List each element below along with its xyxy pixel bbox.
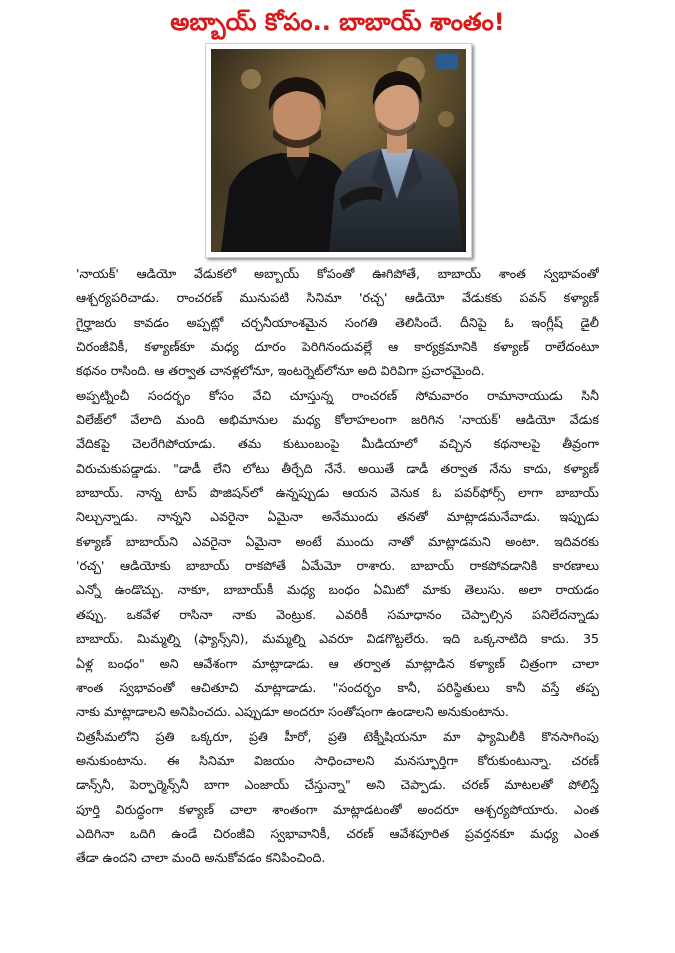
article-line: అప్పట్నించీ సందర్భం కోసం వేచి చూస్తున్న రాంచరణ్ సోమవారం రామానాయుడు సినీ xyxy=(76,387,599,403)
article-line: గైర్హాజరు కావడం అప్పట్లో చర్చనీయాంశమైన సంగతి తెలిసిందే. దీనిపై ఓ ఇంగ్లీష్ డైలీ xyxy=(76,314,599,330)
headline: అబ్బాయ్ కోపం.. బాబాయ్ శాంతం! xyxy=(170,8,505,36)
article-line: డాన్స్‌నీ, పెర్ఫార్మెన్స్‌నీ బాగా ఎంజాయ్ చేస్తున్నా" అని చెప్పాడు. చరణ్ మాటలతో పోలిస్తే xyxy=(76,777,599,793)
article-line: విరుచుకుపడ్డాడు. "డాడీ లేని లోటు తీర్చేది నేనే. అయితే డాడీ తర్వాత నేను కాదు, కళ్యాణ్ xyxy=(76,460,599,476)
article-line: పూర్తి విరుద్ధంగా కళ్యాణ్ చాలా శాంతంగా మాట్లాడటంతో అందరూ ఆశ్చర్యపోయారు. ఎంత xyxy=(76,801,599,817)
article-line: తేడా ఉందని చాలా మంది అనుకోవడం కనిపించింది. xyxy=(76,850,326,866)
article-line: 'రచ్చ' ఆడియోకు బాబాయ్ రాకపోతే ఏమేమో రాశారు. బాబాయ్ రాకపోవడానికి కారణాలు xyxy=(76,558,599,574)
photo-two-men xyxy=(211,49,466,252)
article-line: 'నాయక్' ఆడియో వేడుకలో అబ్బాయ్ కోపంతో ఊగిపోతే, బాబాయ్ శాంత స్వభావంతో xyxy=(76,266,599,281)
article-line: విలేజ్‌లో వేలాది మంది అభిమానుల మధ్య కోలాహలంగా జరిగిన 'నాయక్' ఆడియో వేడుక xyxy=(76,412,599,428)
article-line: ఎన్నో ఉండొచ్చు. నాకూ, బాబాయ్‌కీ మధ్య బంధం ఏమిటో మాకు తెలుసు. అలా రాయడం xyxy=(76,582,599,598)
article-line: తప్పు. ఒకవేళ రాసినా నాకు వెంట్రుక. ఎవరికీ సమాధానం చెప్పాల్సిన పనిలేదన్నాడు xyxy=(76,606,599,622)
article-line: నాకు మాట్లాడాలని అనిపించదు. ఎప్పుడూ అందరూ సంతోషంగా ఉండాలని అనుకుంటాను. xyxy=(76,704,509,720)
article-line: నిల్చున్నాడు. నాన్నని ఎవరైనా ఏమైనా అనేముందు తనతో మాట్లాడమనేవాడు. ఇప్పుడు xyxy=(76,509,599,525)
article-line: కళ్యాణ్ బాబాయ్‌ని ఎవరైనా ఏమైనా అంటే ముందు నాతో మాట్లాడమని అంటా. ఇదివరకు xyxy=(76,533,599,549)
article-line: ఆశ్చర్యపరిచాడు. రాంచరణ్ మునుపటి సినిమా 'రచ్చ' ఆడియో వేడుకకు పవన్ కళ్యాణ్ xyxy=(76,290,599,306)
article-line: శాంత స్వభావంతో ఆచితూచి మాట్లాడాడు. "సందర్భం కానీ, పరిస్థితులు కానీ వస్తే తప్ప xyxy=(76,679,599,695)
article-line: బాబాయ్. నాన్న టాప్ పొజిషన్‌లో ఉన్నప్పుడు ఆయన వెనుక ఓ పవర్‌ఫోర్స్ లాగా బాబాయ్ xyxy=(76,485,599,501)
article-line: బాబాయ్. మిమ్మల్ని (ఫ్యాన్స్‌ని), మమ్మల్ని ఎవరూ విడగొట్టలేరు. ఇది ఒక్కనాటిది కాదు. 35 xyxy=(76,631,599,647)
photo-frame xyxy=(205,43,472,258)
article-line: వేదికపై చెలరేగిపోయాడు. తమ కుటుంబంపై మీడియాలో వచ్చిన కథనాలపై తీవ్రంగా xyxy=(76,436,599,452)
article-line: చిరంజీవికీ, కళ్యాణ్‌కూ మధ్య దూరం పెరిగినందువల్లే ఆ కార్యక్రమానికి కళ్యాణ్ రాలేదంటూ xyxy=(76,339,599,355)
article-line: ఏళ్ల బంధం" అని ఆవేశంగా మాట్లాడాడు. ఆ తర్వాత మాట్లాడిన కళ్యాణ్ చిత్రంగా చాలా xyxy=(76,655,599,671)
article-line: చిత్రసీమలోని ప్రతి ఒక్కరూ, ప్రతి హీరో, ప్రతి టెక్నీషియనూ మా ఫ్యామిలీకి కొనసాగింపు xyxy=(76,728,599,744)
article-line: కథనం రాసింది. ఆ తర్వాత చానళ్లలోనూ, ఇంటర్నెట్‌లోనూ అది విరివిగా ప్రచారమైంది. xyxy=(76,363,485,379)
article-body xyxy=(76,262,599,871)
article-line: అనుకుంటాను. ఈ సినిమా విజయం సాధించాలని మనస్ఫూర్తిగా కోరుకుంటున్నా. చరణ్ xyxy=(76,752,599,768)
article-line: ఎదిగినా ఒదిగి ఉండే చిరంజీవి స్వభావానికీ, చరణ్ ఆవేశపూరిత ప్రవర్తనకూ మధ్య ఎంత xyxy=(76,825,599,841)
